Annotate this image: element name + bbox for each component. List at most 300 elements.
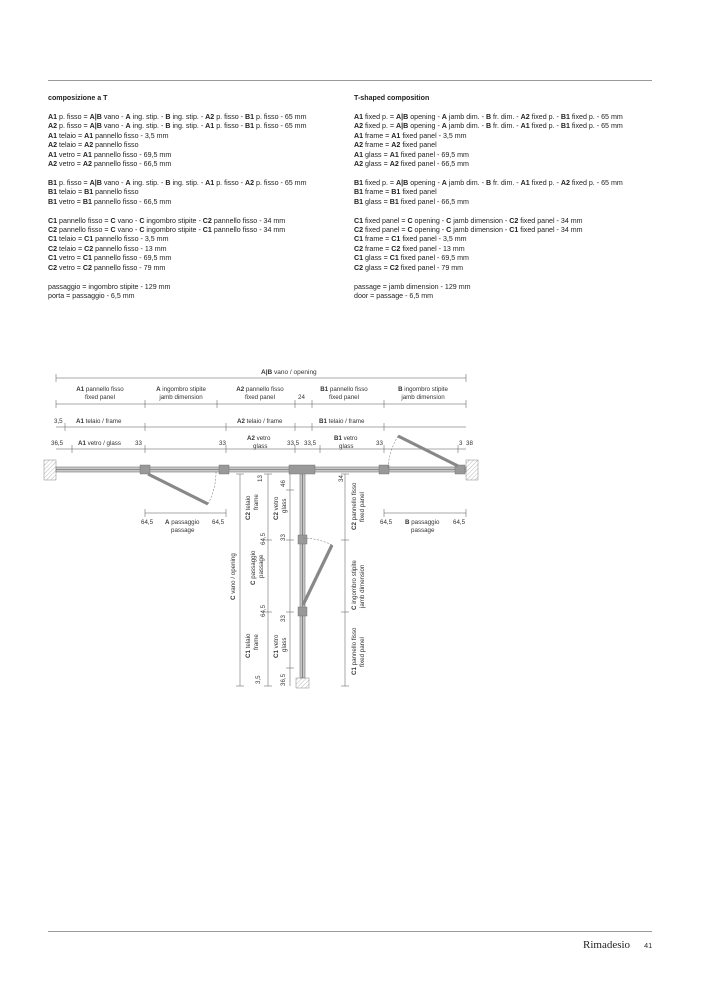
formula-text: fixed panel = — [363, 225, 408, 234]
formula-term: A1 — [48, 112, 58, 121]
formula-term: C1 — [48, 216, 58, 225]
dim-36-5: 36,5 — [51, 440, 64, 447]
formula-line — [354, 226, 654, 235]
formula-term: B1 — [48, 188, 58, 197]
formula-term: B1 — [354, 197, 364, 206]
formula-line — [48, 151, 348, 160]
formula-term: C2 — [84, 244, 94, 253]
formula-text: fixed panel - 69,5 mm — [398, 254, 469, 263]
formula-text: pannello fisso - 13 mm — [93, 244, 167, 253]
dim-33-5-b: 33,5 — [304, 440, 317, 447]
formula-term: C2 — [354, 244, 364, 253]
formula-line — [48, 132, 348, 141]
formula-text: fixed panel - 66,5 mm — [398, 159, 469, 168]
formula-text: fixed panel = — [363, 216, 408, 225]
formula-term: A2 — [354, 122, 364, 131]
formula-text: vetro = — [57, 159, 83, 168]
left-column-title: composizione a T — [48, 94, 108, 102]
formula-term: C2 — [389, 263, 399, 272]
c-opening-label: C vano / opening — [230, 553, 237, 600]
c-dim-13: 13 — [257, 475, 264, 482]
formula-text: p. fisso - 65 mm — [254, 112, 307, 121]
formula-text: fr. dim. - — [491, 178, 521, 187]
formula-term: C2 — [202, 216, 212, 225]
bottom-rule — [48, 931, 652, 932]
a2-frame-label: A2 telaio / frame — [237, 418, 283, 425]
formula-group — [48, 113, 348, 169]
formula-text: opening - — [408, 178, 442, 187]
c-dim-33-b: 33 — [280, 615, 287, 622]
formula-text: fixed p. = — [363, 178, 397, 187]
formula-term: C1 — [354, 235, 364, 244]
formula-text: ingombro stipite - — [144, 225, 203, 234]
formula-term: C2 — [48, 225, 58, 234]
formula-group — [48, 283, 348, 302]
formula-term: C1 — [389, 254, 399, 263]
a1-panel-label: A1 pannello fisso — [76, 386, 124, 393]
brand-logo: Rimadesio — [583, 939, 631, 951]
formula-text: glass = — [363, 159, 390, 168]
formula-text: fr. dim. - — [491, 122, 521, 131]
formula-text: pannello fisso - 69,5 mm — [91, 254, 172, 263]
dim-33-c: 33 — [376, 440, 383, 447]
formula-term: C — [446, 225, 452, 234]
a2-glass-label: A2 vetro — [247, 435, 271, 442]
formula-text: fixed p. - 65 mm — [569, 112, 623, 121]
c-dim-46: 46 — [280, 480, 287, 487]
formula-text: telaio = — [57, 141, 85, 150]
formula-line — [48, 245, 348, 254]
formula-term: C1 — [354, 254, 364, 263]
formula-term: C2 — [391, 244, 401, 253]
formula-text: passaggio = ingombro stipite - 129 mm — [48, 282, 171, 291]
b1-panel-label: B1 pannello fisso — [320, 386, 368, 393]
formula-text: jamb dimension - — [451, 225, 510, 234]
formula-term: A|B — [89, 122, 102, 131]
left-text-column — [48, 94, 348, 311]
right-column-title: T-shaped composition — [354, 94, 430, 102]
c1-frame-label: C1 telaio — [245, 633, 252, 658]
formula-term: C2 — [48, 244, 58, 253]
formula-text: jamb dimension - — [451, 216, 510, 225]
formula-term: A1 — [354, 150, 364, 159]
formula-text: vetro = — [57, 263, 83, 272]
formula-text: ing. stip. - — [130, 112, 166, 121]
formula-text: pannello fisso - 69,5 mm — [91, 150, 172, 159]
formula-term: C1 — [48, 235, 58, 244]
a-passage-dim-right: 64,5 — [212, 519, 225, 526]
formula-text: door = passage - 6,5 mm — [354, 291, 434, 300]
panel-labels — [76, 386, 448, 401]
formula-text: vano - — [115, 216, 140, 225]
formula-text: jamb dim. - — [446, 112, 486, 121]
formula-text: fixed panel - 69,5 mm — [398, 150, 469, 159]
formula-term: C2 — [509, 216, 519, 225]
formula-line — [354, 141, 654, 150]
formula-text: telaio = — [57, 131, 85, 140]
c-dim-64-5-b: 64,5 — [260, 604, 267, 617]
formula-term: C — [139, 225, 145, 234]
formula-text: fixed panel - 34 mm — [518, 216, 583, 225]
formula-text: opening - — [408, 122, 442, 131]
formula-line — [354, 292, 654, 301]
formula-line — [48, 283, 348, 292]
dim-3-5: 3,5 — [54, 418, 63, 425]
formula-term: A2 — [205, 112, 215, 121]
formula-text: telaio = — [57, 235, 85, 244]
formula-line — [48, 254, 348, 263]
formula-term: A1 — [48, 150, 58, 159]
formula-term: A1 — [82, 150, 92, 159]
formula-text: p. fisso = — [57, 122, 90, 131]
b1-glass-label-en: glass — [339, 443, 354, 450]
formula-line — [48, 264, 348, 273]
formula-text: glass = — [363, 150, 390, 159]
formula-term: A2 — [245, 178, 255, 187]
formula-line — [48, 160, 348, 169]
formula-term: C — [110, 216, 116, 225]
formula-term: B1 — [48, 197, 58, 206]
formula-term: A — [441, 112, 447, 121]
formula-text: vetro = — [57, 197, 83, 206]
formula-line — [354, 245, 654, 254]
formula-term: A2 — [48, 159, 58, 168]
formula-term: A1 — [354, 131, 364, 140]
a2-panel-label: A2 pannello fisso — [236, 386, 284, 393]
formula-line — [354, 198, 654, 207]
a-jamb-label-en: jamb dimension — [159, 394, 203, 401]
formula-term: A1 — [520, 178, 530, 187]
formula-text: fixed panel - 13 mm — [400, 244, 465, 253]
formula-term: A2 — [354, 159, 364, 168]
formula-line — [48, 113, 348, 122]
c2-frame-label: C2 telaio — [245, 495, 252, 520]
formula-group — [354, 179, 654, 207]
formula-line — [354, 122, 654, 131]
formula-term: B1 — [48, 178, 58, 187]
formula-line — [354, 188, 654, 197]
formula-term: B1 — [391, 188, 401, 197]
formula-term: C — [407, 225, 413, 234]
formula-term: B1 — [354, 178, 364, 187]
formula-term: C1 — [354, 216, 364, 225]
c-dim-3-5: 3,5 — [255, 675, 262, 684]
formula-term: A — [125, 112, 131, 121]
dim-24: 24 — [298, 394, 305, 401]
c-passage-label-en: passage — [258, 554, 265, 578]
c1-frame-label-en: frame — [253, 634, 260, 650]
formula-text: pannello fisso — [93, 188, 139, 197]
c1-glass-label-en: glass — [281, 637, 288, 652]
right-text-column — [354, 94, 654, 311]
a-passage-dim-left: 64,5 — [141, 519, 154, 526]
formula-text: glass = — [363, 254, 390, 263]
formula-text: fixed p. - — [529, 122, 561, 131]
formula-term: C — [446, 216, 452, 225]
formula-term: B — [485, 112, 492, 121]
formula-term: C2 — [82, 263, 92, 272]
formula-term: C2 — [354, 263, 364, 272]
formula-text: pannello fisso — [93, 141, 139, 150]
formula-line — [48, 226, 348, 235]
formula-term: A2 — [560, 178, 570, 187]
formula-text: fixed p. = — [363, 122, 397, 131]
formula-text: vano - — [101, 178, 126, 187]
formula-text: p. fisso - — [214, 122, 245, 131]
b-jamb-label: B ingombro stipite — [398, 386, 448, 393]
formula-text: p. fisso - 65 mm — [254, 178, 307, 187]
c1-glass-label: C1 vetro — [273, 634, 280, 658]
formula-text: ing. stip. - — [170, 178, 206, 187]
formula-text: ing. stip. - — [130, 178, 166, 187]
formula-text: p. fisso - — [214, 112, 245, 121]
formula-text: p. fisso = — [57, 178, 90, 187]
formula-text: p. fisso - — [214, 178, 245, 187]
top-rule — [48, 80, 652, 81]
door-b-leaf — [398, 436, 458, 466]
formula-text: ing. stip. - — [170, 112, 206, 121]
dim-33-5-a: 33,5 — [287, 440, 300, 447]
b-passage-label: B passaggio — [405, 519, 440, 526]
formula-text: pannello fisso - 79 mm — [91, 263, 166, 272]
b1-panel-label-en: fixed panel — [329, 394, 359, 401]
formula-text: p. fisso = — [57, 112, 90, 121]
formula-group — [354, 283, 654, 302]
formula-term: A2 — [354, 141, 364, 150]
formula-text: fixed p. = — [363, 112, 397, 121]
formula-term: C1 — [82, 254, 92, 263]
formula-group — [48, 217, 348, 273]
formula-text: glass = — [363, 263, 390, 272]
formula-text: pannello fisso - 66,5 mm — [91, 159, 172, 168]
formula-line — [354, 217, 654, 226]
formula-term: A|B — [89, 112, 102, 121]
c1-panel-label: C1 pannello fisso — [351, 627, 358, 675]
formula-term: C1 — [391, 235, 401, 244]
right-formula-groups — [354, 113, 654, 301]
c-dim-33-a: 33 — [280, 534, 287, 541]
formula-term: B — [485, 122, 492, 131]
a1-panel-label-en: fixed panel — [85, 394, 115, 401]
left-formula-groups — [48, 113, 348, 301]
formula-line — [48, 141, 348, 150]
formula-line — [48, 235, 348, 244]
formula-text: fixed p. - — [529, 112, 561, 121]
formula-term: C1 — [48, 254, 58, 263]
formula-term: A|B — [396, 122, 409, 131]
formula-line — [354, 113, 654, 122]
formula-term: A|B — [89, 178, 102, 187]
c2-glass-label: C2 vetro — [273, 496, 280, 520]
c2-frame-label-en: frame — [253, 494, 260, 510]
formula-term: C1 — [509, 225, 519, 234]
dim-33-b: 33 — [219, 440, 226, 447]
formula-text: telaio = — [57, 188, 85, 197]
a-passage-label: A passaggio — [165, 519, 200, 526]
formula-text: pannello fisso - 34 mm — [211, 216, 286, 225]
bottom-wall — [296, 678, 309, 688]
c-jamb-label: C ingombro stipite — [351, 560, 358, 610]
c2-glass-label-en: glass — [281, 498, 288, 513]
formula-term: A1 — [205, 122, 215, 131]
formula-term: B — [165, 122, 171, 131]
formula-term: C2 — [48, 263, 58, 272]
formula-term: A1 — [84, 131, 94, 140]
b1-frame-label: B1 telaio / frame — [319, 418, 365, 425]
formula-term: B — [165, 178, 171, 187]
formula-term: C1 — [202, 225, 212, 234]
formula-text: pannello fisso - 34 mm — [211, 225, 286, 234]
formula-term: A2 — [520, 112, 530, 121]
formula-term: B1 — [84, 188, 94, 197]
formula-text: frame = — [363, 235, 392, 244]
formula-line — [354, 264, 654, 273]
dim-38: 38 — [466, 440, 473, 447]
formula-term: B1 — [82, 197, 92, 206]
formula-term: A — [125, 122, 131, 131]
formula-text: fixed p. - — [529, 178, 561, 187]
formula-term: A1 — [354, 112, 364, 121]
formula-line — [354, 235, 654, 244]
formula-term: B — [485, 178, 492, 187]
right-wall — [466, 460, 478, 480]
c-jamb-label-en: jamb dimension — [359, 564, 366, 608]
formula-line — [354, 283, 654, 292]
a1-glass-label: A1 vetro / glass — [78, 440, 121, 447]
formula-term: A — [441, 122, 447, 131]
b-passage-dim-right: 64,5 — [453, 519, 466, 526]
formula-text: ingombro stipite - — [144, 216, 203, 225]
formula-text: fixed panel — [400, 188, 437, 197]
formula-text: frame = — [363, 188, 392, 197]
formula-text: fixed panel - 3,5 mm — [400, 131, 467, 140]
formula-line — [48, 122, 348, 131]
formula-text: fixed panel — [400, 141, 437, 150]
door-c-leaf — [303, 545, 332, 605]
formula-line — [354, 160, 654, 169]
formula-text: fixed p. - 65 mm — [569, 178, 623, 187]
formula-term: B1 — [389, 197, 399, 206]
formula-text: pannello fisso - 3,5 mm — [93, 235, 169, 244]
formula-text: frame = — [363, 244, 392, 253]
c-dim-64-5-a: 64,5 — [260, 532, 267, 545]
formula-text: ing. stip. - — [130, 122, 166, 131]
b1-glass-label: B1 vetro — [334, 435, 358, 442]
formula-line — [48, 198, 348, 207]
c-dim-34: 34 — [338, 475, 345, 482]
formula-term: A|B — [396, 178, 409, 187]
formula-term: B1 — [560, 122, 570, 131]
formula-line — [48, 179, 348, 188]
formula-group — [354, 217, 654, 273]
formula-term: A2 — [391, 141, 401, 150]
c1-panel-label-en: fixed panel — [359, 637, 366, 667]
formula-term: A1 — [389, 150, 399, 159]
door-a-leaf — [148, 474, 208, 504]
formula-text: fixed panel - 3,5 mm — [400, 235, 467, 244]
c2-panel-label: C2 pannello fisso — [351, 482, 358, 530]
dim-3: 3 — [459, 440, 463, 447]
formula-text: pannello fisso - 3,5 mm — [93, 131, 169, 140]
formula-text: p. fisso - 65 mm — [254, 122, 307, 131]
c-dim-36-5: 36,5 — [280, 673, 287, 686]
formula-text: jamb dim. - — [446, 178, 486, 187]
formula-group — [354, 113, 654, 169]
formula-term: C1 — [84, 235, 94, 244]
a2-glass-label-en: glass — [253, 443, 268, 450]
formula-line — [354, 151, 654, 160]
formula-text: fixed panel - 79 mm — [398, 263, 464, 272]
formula-text: vetro = — [57, 150, 83, 159]
c-passage-label: C passaggio — [250, 550, 257, 585]
formula-text: opening - — [412, 216, 447, 225]
formula-term: A1 — [391, 131, 401, 140]
formula-term: C — [407, 216, 413, 225]
formula-text: pannello fisso = — [57, 216, 111, 225]
vertical-labels — [230, 475, 366, 686]
formula-term: C — [139, 216, 145, 225]
formula-text: glass = — [363, 197, 390, 206]
formula-text: pannello fisso = — [57, 225, 111, 234]
formula-term: A1 — [48, 131, 58, 140]
formula-term: A1 — [520, 122, 530, 131]
a-passage-label-en: passage — [171, 527, 195, 534]
t-composition-drawing — [0, 360, 710, 700]
formula-text: pannello fisso - 66,5 mm — [91, 197, 172, 206]
formula-text: frame = — [363, 141, 392, 150]
page-number: 41 — [644, 941, 653, 950]
formula-text: vetro = — [57, 254, 83, 263]
formula-term: B1 — [245, 122, 255, 131]
b-passage-dim-left: 64,5 — [380, 519, 393, 526]
formula-text: passage = jamb dimension - 129 mm — [354, 282, 471, 291]
formula-text: vano - — [101, 122, 126, 131]
b-passage-label-en: passage — [411, 527, 435, 534]
formula-line — [48, 188, 348, 197]
opening-ab-label: A|B vano / opening — [261, 369, 317, 376]
formula-text: porta = passaggio - 6,5 mm — [48, 291, 135, 300]
formula-term: A2 — [389, 159, 399, 168]
b-jamb-label-en: jamb dimension — [401, 394, 445, 401]
formula-text: jamb dim. - — [446, 122, 486, 131]
formula-term: B1 — [560, 112, 570, 121]
formula-term: B1 — [354, 188, 364, 197]
formula-term: A|B — [396, 112, 409, 121]
dim-33-a: 33 — [135, 440, 142, 447]
formula-line — [354, 132, 654, 141]
formula-text: fixed panel - 34 mm — [518, 225, 583, 234]
formula-term: A1 — [205, 178, 215, 187]
formula-text: opening - — [408, 112, 442, 121]
formula-term: B — [165, 112, 171, 121]
formula-term: B1 — [245, 112, 255, 121]
formula-term: A2 — [84, 141, 94, 150]
formula-term: A2 — [48, 122, 58, 131]
formula-text: fr. dim. - — [491, 112, 521, 121]
formula-line — [354, 179, 654, 188]
c2-panel-label-en: fixed panel — [359, 492, 366, 522]
a2-panel-label-en: fixed panel — [245, 394, 275, 401]
formula-text: telaio = — [57, 244, 85, 253]
formula-group — [48, 179, 348, 207]
formula-text: ing. stip. - — [170, 122, 206, 131]
formula-text: fixed panel - 66,5 mm — [398, 197, 469, 206]
formula-term: A — [441, 178, 447, 187]
formula-text: frame = — [363, 131, 392, 140]
a1-frame-label: A1 telaio / frame — [76, 418, 122, 425]
formula-line — [354, 254, 654, 263]
formula-text: fixed p. - 65 mm — [569, 122, 623, 131]
